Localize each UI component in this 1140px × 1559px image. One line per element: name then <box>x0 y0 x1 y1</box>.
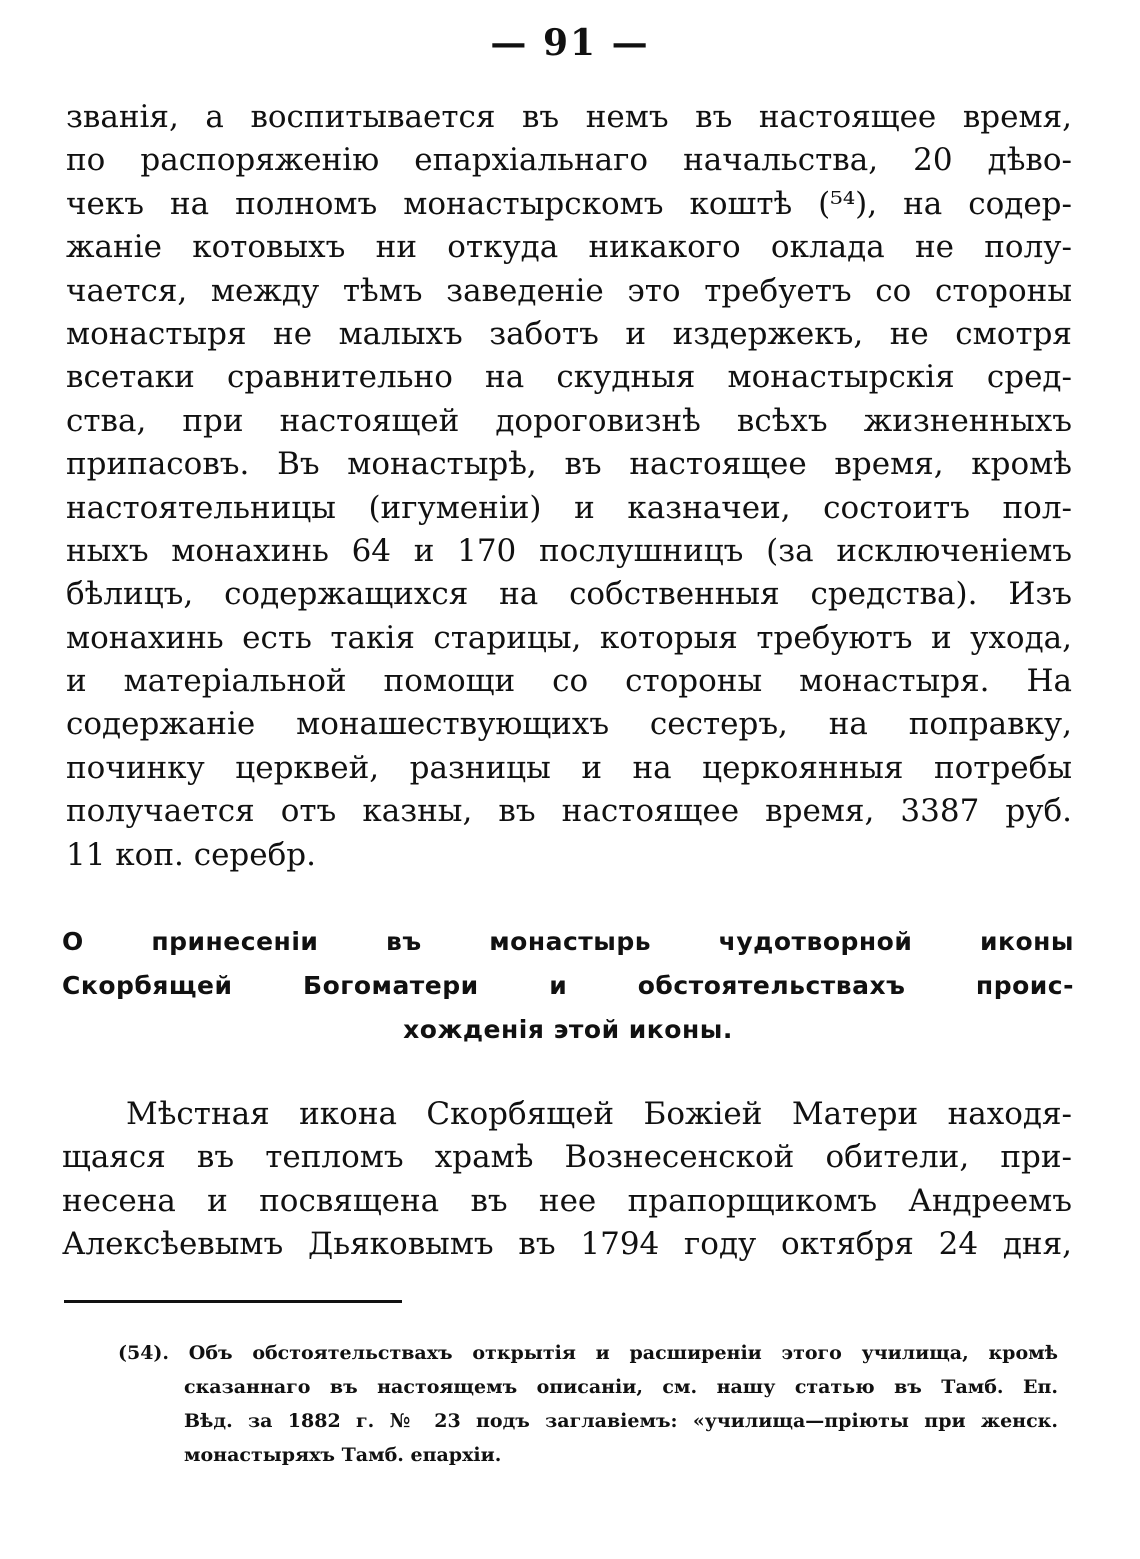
footnote-line: Вѣд. за 1882 г. № 23 подъ заглавіемъ: «училища—пріюты при женск. <box>184 1410 1058 1432</box>
text-line: щаяся въ тепломъ храмѣ Вознесенской обители, при- <box>62 1139 1072 1176</box>
text-line: 11 коп. серебр. <box>66 836 316 873</box>
footnote-line: монастыряхъ Тамб. епархіи. <box>184 1444 502 1466</box>
text-line: ныхъ монахинь 64 и 170 послушницъ (за исключеніемъ <box>66 532 1072 569</box>
text-line: званія, а воспитывается въ немъ въ настоящее время, <box>66 99 1072 135</box>
text-line: починку церквей, разницы и на церкоянныя потребы <box>66 749 1072 786</box>
paragraph-2 <box>62 1093 1072 1267</box>
text-line: настоятельницы (игуменіи) и казначеи, состоитъ пол- <box>66 489 1072 526</box>
text-line: получается отъ казны, въ настоящее время, 3387 руб. <box>66 793 1072 830</box>
text-line: по распоряженію епархіальнаго начальства, 20 дѣво- <box>66 142 1072 179</box>
text-line: монастыря не малыхъ заботъ и издержекъ, не смотря <box>66 315 1072 352</box>
text-line: припасовъ. Въ монастырѣ, въ настоящее время, кромѣ <box>66 446 1072 483</box>
heading-line: Скорбящей Богоматери и обстоятельствахъ проис- <box>62 971 1074 1000</box>
text-line: и матеріальной помощи со стороны монастыря. На <box>66 663 1072 700</box>
footnote <box>118 1336 1058 1472</box>
heading-line: О принесеніи въ монастырь чудотворной иконы <box>62 927 1074 956</box>
text-line: чекъ на полномъ монастырскомъ коштѣ (⁵⁴), на содер- <box>66 185 1072 222</box>
text-line: содержаніе монашествующихъ сестеръ, на поправку, <box>66 706 1072 743</box>
footnote-line: сказаннаго въ настоящемъ описаніи, см. нашу статью въ Тамб. Еп. <box>184 1376 1058 1398</box>
text-line: несена и посвящена въ нее прапорщикомъ Андреемъ <box>62 1182 1072 1219</box>
paragraph-1 <box>66 96 1072 877</box>
text-line: жаніе котовыхъ ни откуда никакого оклада не полу- <box>66 229 1072 266</box>
text-line: монахинь есть такія старицы, которыя требуютъ и ухода, <box>66 619 1072 656</box>
text-line: Алексѣевымъ Дьяковымъ въ 1794 году октября 24 дня, <box>62 1226 1072 1263</box>
text-line: чается, между тѣмъ заведеніе это требуетъ со стороны <box>66 272 1072 309</box>
heading-line: хожденія этой иконы. <box>403 1015 733 1044</box>
text-line: бѣлицъ, содержащихся на собственныя средства). Изъ <box>66 576 1072 613</box>
text-line: Мѣстная икона Скорбящей Божіей Матери находя- <box>126 1096 1072 1132</box>
page-number: — 91 — <box>490 22 650 64</box>
section-heading <box>62 920 1074 1052</box>
text-line: всетаки сравнительно на скудныя монастырскія сред- <box>66 359 1072 396</box>
footnote-divider <box>64 1300 402 1303</box>
text-line: ства, при настоящей дороговизнѣ всѣхъ жизненныхъ <box>66 402 1072 439</box>
footnote-line: (54). Объ обстоятельствахъ открытія и расширеніи этого училища, кромѣ <box>118 1342 1058 1364</box>
